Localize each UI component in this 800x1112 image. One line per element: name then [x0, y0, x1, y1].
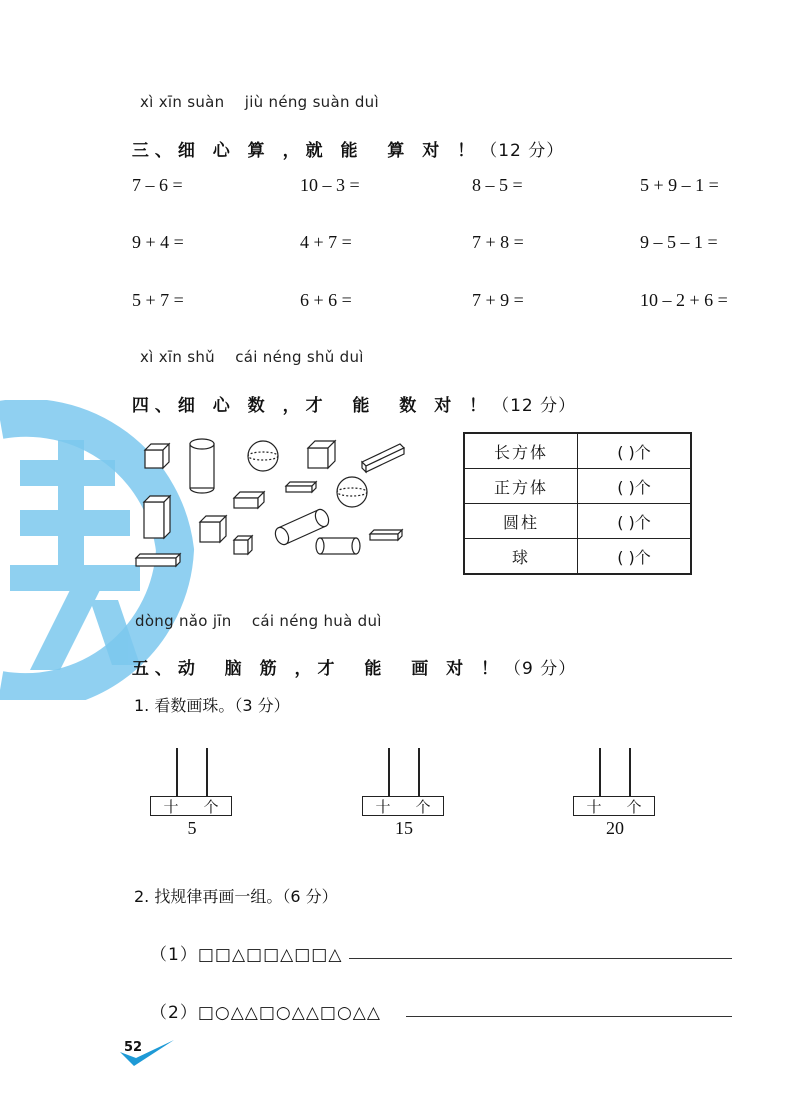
cuboid-shape [144, 496, 170, 538]
ones-rod [206, 748, 208, 796]
section5-points: （9 分） [504, 659, 577, 679]
equation: 8 – 5 = [472, 175, 523, 195]
answer-line-2[interactable] [406, 1016, 732, 1017]
cuboid-shape [286, 482, 316, 492]
cuboid-shape [370, 530, 402, 540]
table-row [464, 433, 691, 469]
sphere-shape [337, 477, 367, 507]
abacus-number: 15 [395, 818, 413, 838]
ones-rod [418, 748, 420, 796]
ones-label: 个 [626, 797, 642, 816]
section3-pinyin: xì xīn suàn jiù néng suàn duì [140, 93, 379, 111]
answer-cell[interactable]: ( )个 [578, 433, 692, 469]
abacus-number: 20 [606, 818, 624, 838]
page-number-badge [118, 1036, 178, 1070]
table-label: 正方体 [464, 469, 578, 504]
answer-cell[interactable]: ( )个 [578, 504, 692, 539]
section3-title-text: 三、细 心 算 ，就 能 算 对 ！ [131, 141, 481, 161]
table-row [464, 504, 691, 539]
section4-points: （12 分） [492, 396, 577, 416]
sphere-shape [248, 441, 278, 471]
abacus-base [362, 796, 444, 816]
equation: 9 + 4 = [132, 232, 184, 252]
pattern-1: （1）□□△□□△□□△ [150, 945, 343, 965]
tens-rod [599, 748, 601, 796]
cube-shape [145, 444, 169, 468]
abacus-base [573, 796, 655, 816]
section4-title-text: 四、细 心 数 ，才 能 数 对 ！ [131, 396, 493, 416]
cuboid-shape [234, 492, 264, 508]
answer-cell[interactable]: ( )个 [578, 539, 692, 575]
shapes-illustration [130, 430, 420, 580]
section3-title [108, 116, 564, 161]
abacus[interactable] [573, 748, 657, 839]
section5-title [108, 634, 576, 679]
equation: 7 – 6 = [132, 175, 183, 195]
table-label: 圆柱 [464, 504, 578, 539]
tens-label: 十 [163, 797, 179, 816]
equation: 10 – 2 + 6 = [640, 290, 728, 310]
equation: 10 – 3 = [300, 175, 360, 195]
count-table [463, 432, 692, 575]
table-label: 长方体 [464, 433, 578, 469]
abacus[interactable] [362, 748, 446, 839]
section4-title [108, 371, 576, 416]
equation: 9 – 5 – 1 = [640, 232, 718, 252]
tens-label: 十 [375, 797, 391, 816]
tens-label: 十 [586, 797, 602, 816]
cube-shape [308, 441, 335, 468]
ones-label: 个 [415, 797, 431, 816]
table-row [464, 469, 691, 504]
cylinder-shape [190, 439, 214, 493]
equation: 4 + 7 = [300, 232, 352, 252]
answer-line-1[interactable] [349, 958, 732, 959]
cuboid-shape [362, 444, 404, 472]
tens-rod [176, 748, 178, 796]
tens-rod [388, 748, 390, 796]
cylinder-shape [316, 538, 360, 554]
answer-cell[interactable]: ( )个 [578, 469, 692, 504]
question-1: 1. 看数画珠。（3 分） [134, 696, 290, 715]
section5-title-text: 五、动 脑 筋 ，才 能 画 对 ！ [131, 659, 505, 679]
page-number: 52 [124, 1040, 143, 1055]
abacus-base [150, 796, 232, 816]
abacus-number: 5 [187, 818, 197, 838]
ones-label: 个 [203, 797, 219, 816]
table-label: 球 [464, 539, 578, 575]
ones-rod [629, 748, 631, 796]
table-row [464, 539, 691, 575]
pattern-2: （2）□○△△□○△△□○△△ [150, 1003, 381, 1023]
equation: 5 + 9 – 1 = [640, 175, 719, 195]
cube-shape [200, 516, 226, 542]
abacus[interactable] [150, 748, 234, 839]
equation: 7 + 8 = [472, 232, 524, 252]
equation: 6 + 6 = [300, 290, 352, 310]
cube-shape [234, 536, 252, 554]
equation: 5 + 7 = [132, 290, 184, 310]
section5-pinyin: dòng nǎo jīn cái néng huà duì [135, 612, 382, 630]
section3-points: （12 分） [480, 141, 565, 161]
section4-pinyin: xì xīn shǔ cái néng shǔ duì [140, 348, 364, 366]
equation: 7 + 9 = [472, 290, 524, 310]
question-2: 2. 找规律再画一组。（6 分） [134, 887, 338, 906]
cuboid-shape [136, 554, 180, 566]
